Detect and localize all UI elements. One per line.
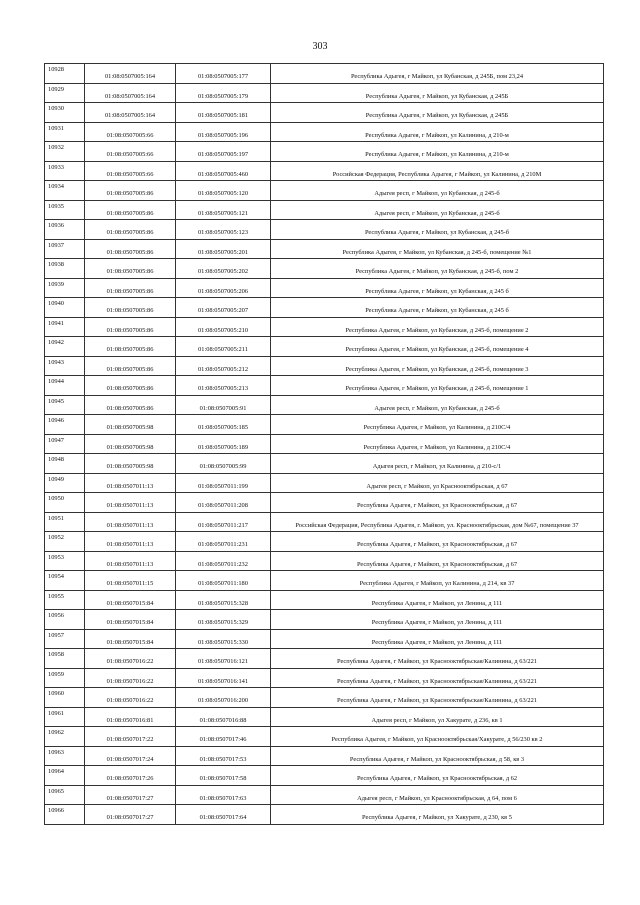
address-cell: Республика Адыгея, г Майкоп, ул Кубанская, д 245-б, помещение 4 <box>271 337 604 357</box>
address-cell: Республика Адыгея, г Майкоп, ул Кубанская, д 245Б <box>271 103 604 123</box>
cadastral-number-cell: 01:08:0507005:120 <box>176 181 271 201</box>
quarter-number-cell: 01:08:0507005:86 <box>85 181 176 201</box>
quarter-number-cell: 01:08:0507005:86 <box>85 239 176 259</box>
address-cell: Республика Адыгея, г Майкоп, ул Краснооктябрьская/Калинина, д 63/221 <box>271 649 604 669</box>
address-cell: Республика Адыгея, г Майкоп, ул Калинина, д 210-м <box>271 142 604 162</box>
quarter-number-cell: 01:08:0507005:66 <box>85 161 176 181</box>
address-cell: Республика Адыгея, г Майкоп, ул Кубанская, д 245 б <box>271 278 604 298</box>
table-row <box>45 395 604 415</box>
row-number-cell: 10965 <box>45 785 85 805</box>
quarter-number-cell: 01:08:0507016:22 <box>85 668 176 688</box>
address-cell: Адыгея респ, г Майкоп, ул Кубанская, д 245-б <box>271 395 604 415</box>
quarter-number-cell: 01:08:0507005:86 <box>85 356 176 376</box>
table-row <box>45 512 604 532</box>
quarter-number-cell: 01:08:0507005:86 <box>85 337 176 357</box>
registry-table <box>44 63 604 825</box>
table-row <box>45 551 604 571</box>
registry-table-body <box>45 64 604 825</box>
table-row <box>45 317 604 337</box>
cadastral-number-cell: 01:08:0507005:123 <box>176 220 271 240</box>
cadastral-number-cell: 01:08:0507005:197 <box>176 142 271 162</box>
page-number: 303 <box>312 41 328 52</box>
row-number-cell: 10946 <box>45 415 85 435</box>
row-number-cell: 10952 <box>45 532 85 552</box>
quarter-number-cell: 01:08:0507005:98 <box>85 454 176 474</box>
table-row <box>45 103 604 123</box>
table-row <box>45 493 604 513</box>
row-number-cell: 10958 <box>45 649 85 669</box>
cadastral-number-cell: 01:08:0507005:460 <box>176 161 271 181</box>
quarter-number-cell: 01:08:0507005:66 <box>85 142 176 162</box>
quarter-number-cell: 01:08:0507015:84 <box>85 590 176 610</box>
table-row <box>45 220 604 240</box>
address-cell: Республика Адыгея, г Майкоп, ул Ленина, д 111 <box>271 590 604 610</box>
cadastral-number-cell: 01:08:0507017:46 <box>176 727 271 747</box>
address-cell: Республика Адыгея, г Майкоп, ул Краснооктябрьская, д 67 <box>271 551 604 571</box>
row-number-cell: 10929 <box>45 83 85 103</box>
cadastral-number-cell: 01:08:0507015:329 <box>176 610 271 630</box>
row-number-cell: 10944 <box>45 376 85 396</box>
quarter-number-cell: 01:08:0507011:13 <box>85 493 176 513</box>
cadastral-number-cell: 01:08:0507017:63 <box>176 785 271 805</box>
quarter-number-cell: 01:08:0507005:86 <box>85 220 176 240</box>
cadastral-number-cell: 01:08:0507005:189 <box>176 434 271 454</box>
cadastral-number-cell: 01:08:0507016:121 <box>176 649 271 669</box>
quarter-number-cell: 01:08:0507005:98 <box>85 434 176 454</box>
cadastral-number-cell: 01:08:0507005:99 <box>176 454 271 474</box>
address-cell: Республика Адыгея, г Майкоп, ул Кубанская, д 245-б, помещение №1 <box>271 239 604 259</box>
address-cell: Республика Адыгея, г Майкоп, ул Калинина, д 210-м <box>271 122 604 142</box>
quarter-number-cell: 01:08:0507005:86 <box>85 259 176 279</box>
address-cell: Российская Федерация, Республика Адыгея, г Майкоп, ул Калинина, д 210М <box>271 161 604 181</box>
row-number-cell: 10932 <box>45 142 85 162</box>
row-number-cell: 10949 <box>45 473 85 493</box>
row-number-cell: 10966 <box>45 805 85 825</box>
address-cell: Адыгея респ, г Майкоп, ул Кубанская, д 245-б <box>271 181 604 201</box>
quarter-number-cell: 01:08:0507017:27 <box>85 785 176 805</box>
address-cell: Республика Адыгея, г Майкоп, ул Кубанская, д 245Б <box>271 83 604 103</box>
address-cell: Республика Адыгея, г Майкоп, ул Кубанская, д 245Б, пом 23,24 <box>271 64 604 84</box>
row-number-cell: 10953 <box>45 551 85 571</box>
row-number-cell: 10959 <box>45 668 85 688</box>
cadastral-number-cell: 01:08:0507005:177 <box>176 64 271 84</box>
quarter-number-cell: 01:08:0507015:84 <box>85 629 176 649</box>
cadastral-number-cell: 01:08:0507005:181 <box>176 103 271 123</box>
cadastral-number-cell: 01:08:0507016:200 <box>176 688 271 708</box>
quarter-number-cell: 01:08:0507017:26 <box>85 766 176 786</box>
row-number-cell: 10934 <box>45 181 85 201</box>
quarter-number-cell: 01:08:0507016:22 <box>85 649 176 669</box>
cadastral-number-cell: 01:08:0507017:53 <box>176 746 271 766</box>
table-row <box>45 629 604 649</box>
row-number-cell: 10942 <box>45 337 85 357</box>
row-number-cell: 10963 <box>45 746 85 766</box>
cadastral-number-cell: 01:08:0507017:64 <box>176 805 271 825</box>
quarter-number-cell: 01:08:0507017:27 <box>85 805 176 825</box>
table-row <box>45 356 604 376</box>
quarter-number-cell: 01:08:0507005:164 <box>85 64 176 84</box>
address-cell: Республика Адыгея, г Майкоп, ул Кубанская, д 245-б, помещение 1 <box>271 376 604 396</box>
quarter-number-cell: 01:08:0507011:13 <box>85 473 176 493</box>
table-row <box>45 610 604 630</box>
address-cell: Республика Адыгея, г Майкоп, ул Краснооктябрьская/Хакурате, д 56/230 кв 2 <box>271 727 604 747</box>
table-row <box>45 64 604 84</box>
address-cell: Российская Федерация, Республика Адыгея, г. Майкоп, ул. Краснооктябрьская, дом №67, помещение 37 <box>271 512 604 532</box>
row-number-cell: 10931 <box>45 122 85 142</box>
address-cell: Республика Адыгея, г Майкоп, ул Калинина, д 210С/4 <box>271 415 604 435</box>
row-number-cell: 10943 <box>45 356 85 376</box>
address-cell: Республика Адыгея, г Майкоп, ул Кубанская, д 245 б <box>271 298 604 318</box>
address-cell: Республика Адыгея, г Майкоп, ул Хакурате, д 230, кв 5 <box>271 805 604 825</box>
address-cell: Республика Адыгея, г Майкоп, ул Калинина, д 214, кв 37 <box>271 571 604 591</box>
address-cell: Республика Адыгея, г Майкоп, ул Ленина, д 111 <box>271 610 604 630</box>
cadastral-number-cell: 01:08:0507005:210 <box>176 317 271 337</box>
row-number-cell: 10937 <box>45 239 85 259</box>
table-row <box>45 785 604 805</box>
row-number-cell: 10936 <box>45 220 85 240</box>
row-number-cell: 10935 <box>45 200 85 220</box>
quarter-number-cell: 01:08:0507005:86 <box>85 395 176 415</box>
row-number-cell: 10930 <box>45 103 85 123</box>
table-row <box>45 376 604 396</box>
cadastral-number-cell: 01:08:0507005:179 <box>176 83 271 103</box>
quarter-number-cell: 01:08:0507005:86 <box>85 278 176 298</box>
cadastral-number-cell: 01:08:0507011:208 <box>176 493 271 513</box>
quarter-number-cell: 01:08:0507015:84 <box>85 610 176 630</box>
row-number-cell: 10956 <box>45 610 85 630</box>
table-row <box>45 727 604 747</box>
quarter-number-cell: 01:08:0507005:164 <box>85 103 176 123</box>
cadastral-number-cell: 01:08:0507005:207 <box>176 298 271 318</box>
table-row <box>45 259 604 279</box>
cadastral-number-cell: 01:08:0507005:206 <box>176 278 271 298</box>
quarter-number-cell: 01:08:0507017:22 <box>85 727 176 747</box>
row-number-cell: 10928 <box>45 64 85 84</box>
quarter-number-cell: 01:08:0507005:86 <box>85 200 176 220</box>
quarter-number-cell: 01:08:0507011:13 <box>85 551 176 571</box>
table-row <box>45 337 604 357</box>
row-number-cell: 10945 <box>45 395 85 415</box>
cadastral-number-cell: 01:08:0507015:330 <box>176 629 271 649</box>
row-number-cell: 10950 <box>45 493 85 513</box>
table-row <box>45 278 604 298</box>
quarter-number-cell: 01:08:0507011:13 <box>85 512 176 532</box>
table-row <box>45 473 604 493</box>
cadastral-number-cell: 01:08:0507005:196 <box>176 122 271 142</box>
address-cell: Адыгея респ, г Майкоп, ул Кубанская, д 245-б <box>271 200 604 220</box>
quarter-number-cell: 01:08:0507017:24 <box>85 746 176 766</box>
address-cell: Республика Адыгея, г Майкоп, ул Калинина, д 210С/4 <box>271 434 604 454</box>
table-row <box>45 590 604 610</box>
address-cell: Республика Адыгея, г Майкоп, ул Краснооктябрьская, д 67 <box>271 493 604 513</box>
cadastral-number-cell: 01:08:0507005:202 <box>176 259 271 279</box>
cadastral-number-cell: 01:08:0507011:217 <box>176 512 271 532</box>
quarter-number-cell: 01:08:0507016:22 <box>85 688 176 708</box>
table-row <box>45 239 604 259</box>
table-row <box>45 532 604 552</box>
cadastral-number-cell: 01:08:0507005:211 <box>176 337 271 357</box>
cadastral-number-cell: 01:08:0507015:328 <box>176 590 271 610</box>
row-number-cell: 10957 <box>45 629 85 649</box>
table-row <box>45 415 604 435</box>
address-cell: Республика Адыгея, г Майкоп, ул Кубанская, д 245-б, помещение 2 <box>271 317 604 337</box>
row-number-cell: 10954 <box>45 571 85 591</box>
row-number-cell: 10951 <box>45 512 85 532</box>
quarter-number-cell: 01:08:0507005:66 <box>85 122 176 142</box>
cadastral-number-cell: 01:08:0507016:141 <box>176 668 271 688</box>
table-row <box>45 668 604 688</box>
table-row <box>45 434 604 454</box>
quarter-number-cell: 01:08:0507005:98 <box>85 415 176 435</box>
cadastral-number-cell: 01:08:0507005:121 <box>176 200 271 220</box>
quarter-number-cell: 01:08:0507005:86 <box>85 376 176 396</box>
address-cell: Республика Адыгея, г Майкоп, ул Краснооктябрьская/Калинина, д 63/221 <box>271 688 604 708</box>
address-cell: Республика Адыгея, г Майкоп, ул Кубанская, д 245-б, помещение 3 <box>271 356 604 376</box>
address-cell: Адыгея респ, г Майкоп, ул Краснооктябрьская, д 67 <box>271 473 604 493</box>
address-cell: Адыгея респ, г Майкоп, ул Калинина, д 210-с/1 <box>271 454 604 474</box>
address-cell: Республика Адыгея, г Майкоп, ул Краснооктябрьская, д 58, кв 3 <box>271 746 604 766</box>
address-cell: Республика Адыгея, г Майкоп, ул Краснооктябрьская/Калинина, д 63/221 <box>271 668 604 688</box>
address-cell: Республика Адыгея, г Майкоп, ул Кубанская, д 245-б, пом 2 <box>271 259 604 279</box>
table-row <box>45 83 604 103</box>
table-row <box>45 746 604 766</box>
row-number-cell: 10938 <box>45 259 85 279</box>
address-cell: Республика Адыгея, г Майкоп, ул Ленина, д 111 <box>271 629 604 649</box>
address-cell: Республика Адыгея, г Майкоп, ул Краснооктябрьская, д 62 <box>271 766 604 786</box>
row-number-cell: 10939 <box>45 278 85 298</box>
row-number-cell: 10962 <box>45 727 85 747</box>
address-cell: Республика Адыгея, г Майкоп, ул Кубанская, д 245-б <box>271 220 604 240</box>
cadastral-number-cell: 01:08:0507005:91 <box>176 395 271 415</box>
row-number-cell: 10947 <box>45 434 85 454</box>
cadastral-number-cell: 01:08:0507005:201 <box>176 239 271 259</box>
row-number-cell: 10960 <box>45 688 85 708</box>
quarter-number-cell: 01:08:0507011:13 <box>85 532 176 552</box>
table-row <box>45 649 604 669</box>
cadastral-number-cell: 01:08:0507011:199 <box>176 473 271 493</box>
cadastral-number-cell: 01:08:0507005:212 <box>176 356 271 376</box>
table-row <box>45 805 604 825</box>
row-number-cell: 10948 <box>45 454 85 474</box>
cadastral-number-cell: 01:08:0507017:58 <box>176 766 271 786</box>
quarter-number-cell: 01:08:0507005:86 <box>85 317 176 337</box>
table-row <box>45 766 604 786</box>
table-row <box>45 161 604 181</box>
quarter-number-cell: 01:08:0507005:164 <box>85 83 176 103</box>
row-number-cell: 10933 <box>45 161 85 181</box>
table-row <box>45 142 604 162</box>
table-row <box>45 122 604 142</box>
table-row <box>45 688 604 708</box>
row-number-cell: 10955 <box>45 590 85 610</box>
table-row <box>45 454 604 474</box>
quarter-number-cell: 01:08:0507005:86 <box>85 298 176 318</box>
address-cell: Республика Адыгея, г Майкоп, ул Краснооктябрьская, д 67 <box>271 532 604 552</box>
table-row <box>45 298 604 318</box>
cadastral-number-cell: 01:08:0507011:232 <box>176 551 271 571</box>
quarter-number-cell: 01:08:0507016:81 <box>85 707 176 727</box>
table-row <box>45 707 604 727</box>
cadastral-number-cell: 01:08:0507005:213 <box>176 376 271 396</box>
cadastral-number-cell: 01:08:0507011:231 <box>176 532 271 552</box>
address-cell: Адыгея респ, г Майкоп, ул Хакурате, д 236, кв 1 <box>271 707 604 727</box>
table-row <box>45 181 604 201</box>
table-row <box>45 200 604 220</box>
row-number-cell: 10941 <box>45 317 85 337</box>
cadastral-number-cell: 01:08:0507005:185 <box>176 415 271 435</box>
cadastral-number-cell: 01:08:0507011:180 <box>176 571 271 591</box>
table-row <box>45 571 604 591</box>
cadastral-number-cell: 01:08:0507016:88 <box>176 707 271 727</box>
quarter-number-cell: 01:08:0507011:15 <box>85 571 176 591</box>
row-number-cell: 10961 <box>45 707 85 727</box>
row-number-cell: 10964 <box>45 766 85 786</box>
address-cell: Адыгея респ, г Майкоп, ул Краснооктябрьская, д 64, пом 6 <box>271 785 604 805</box>
row-number-cell: 10940 <box>45 298 85 318</box>
